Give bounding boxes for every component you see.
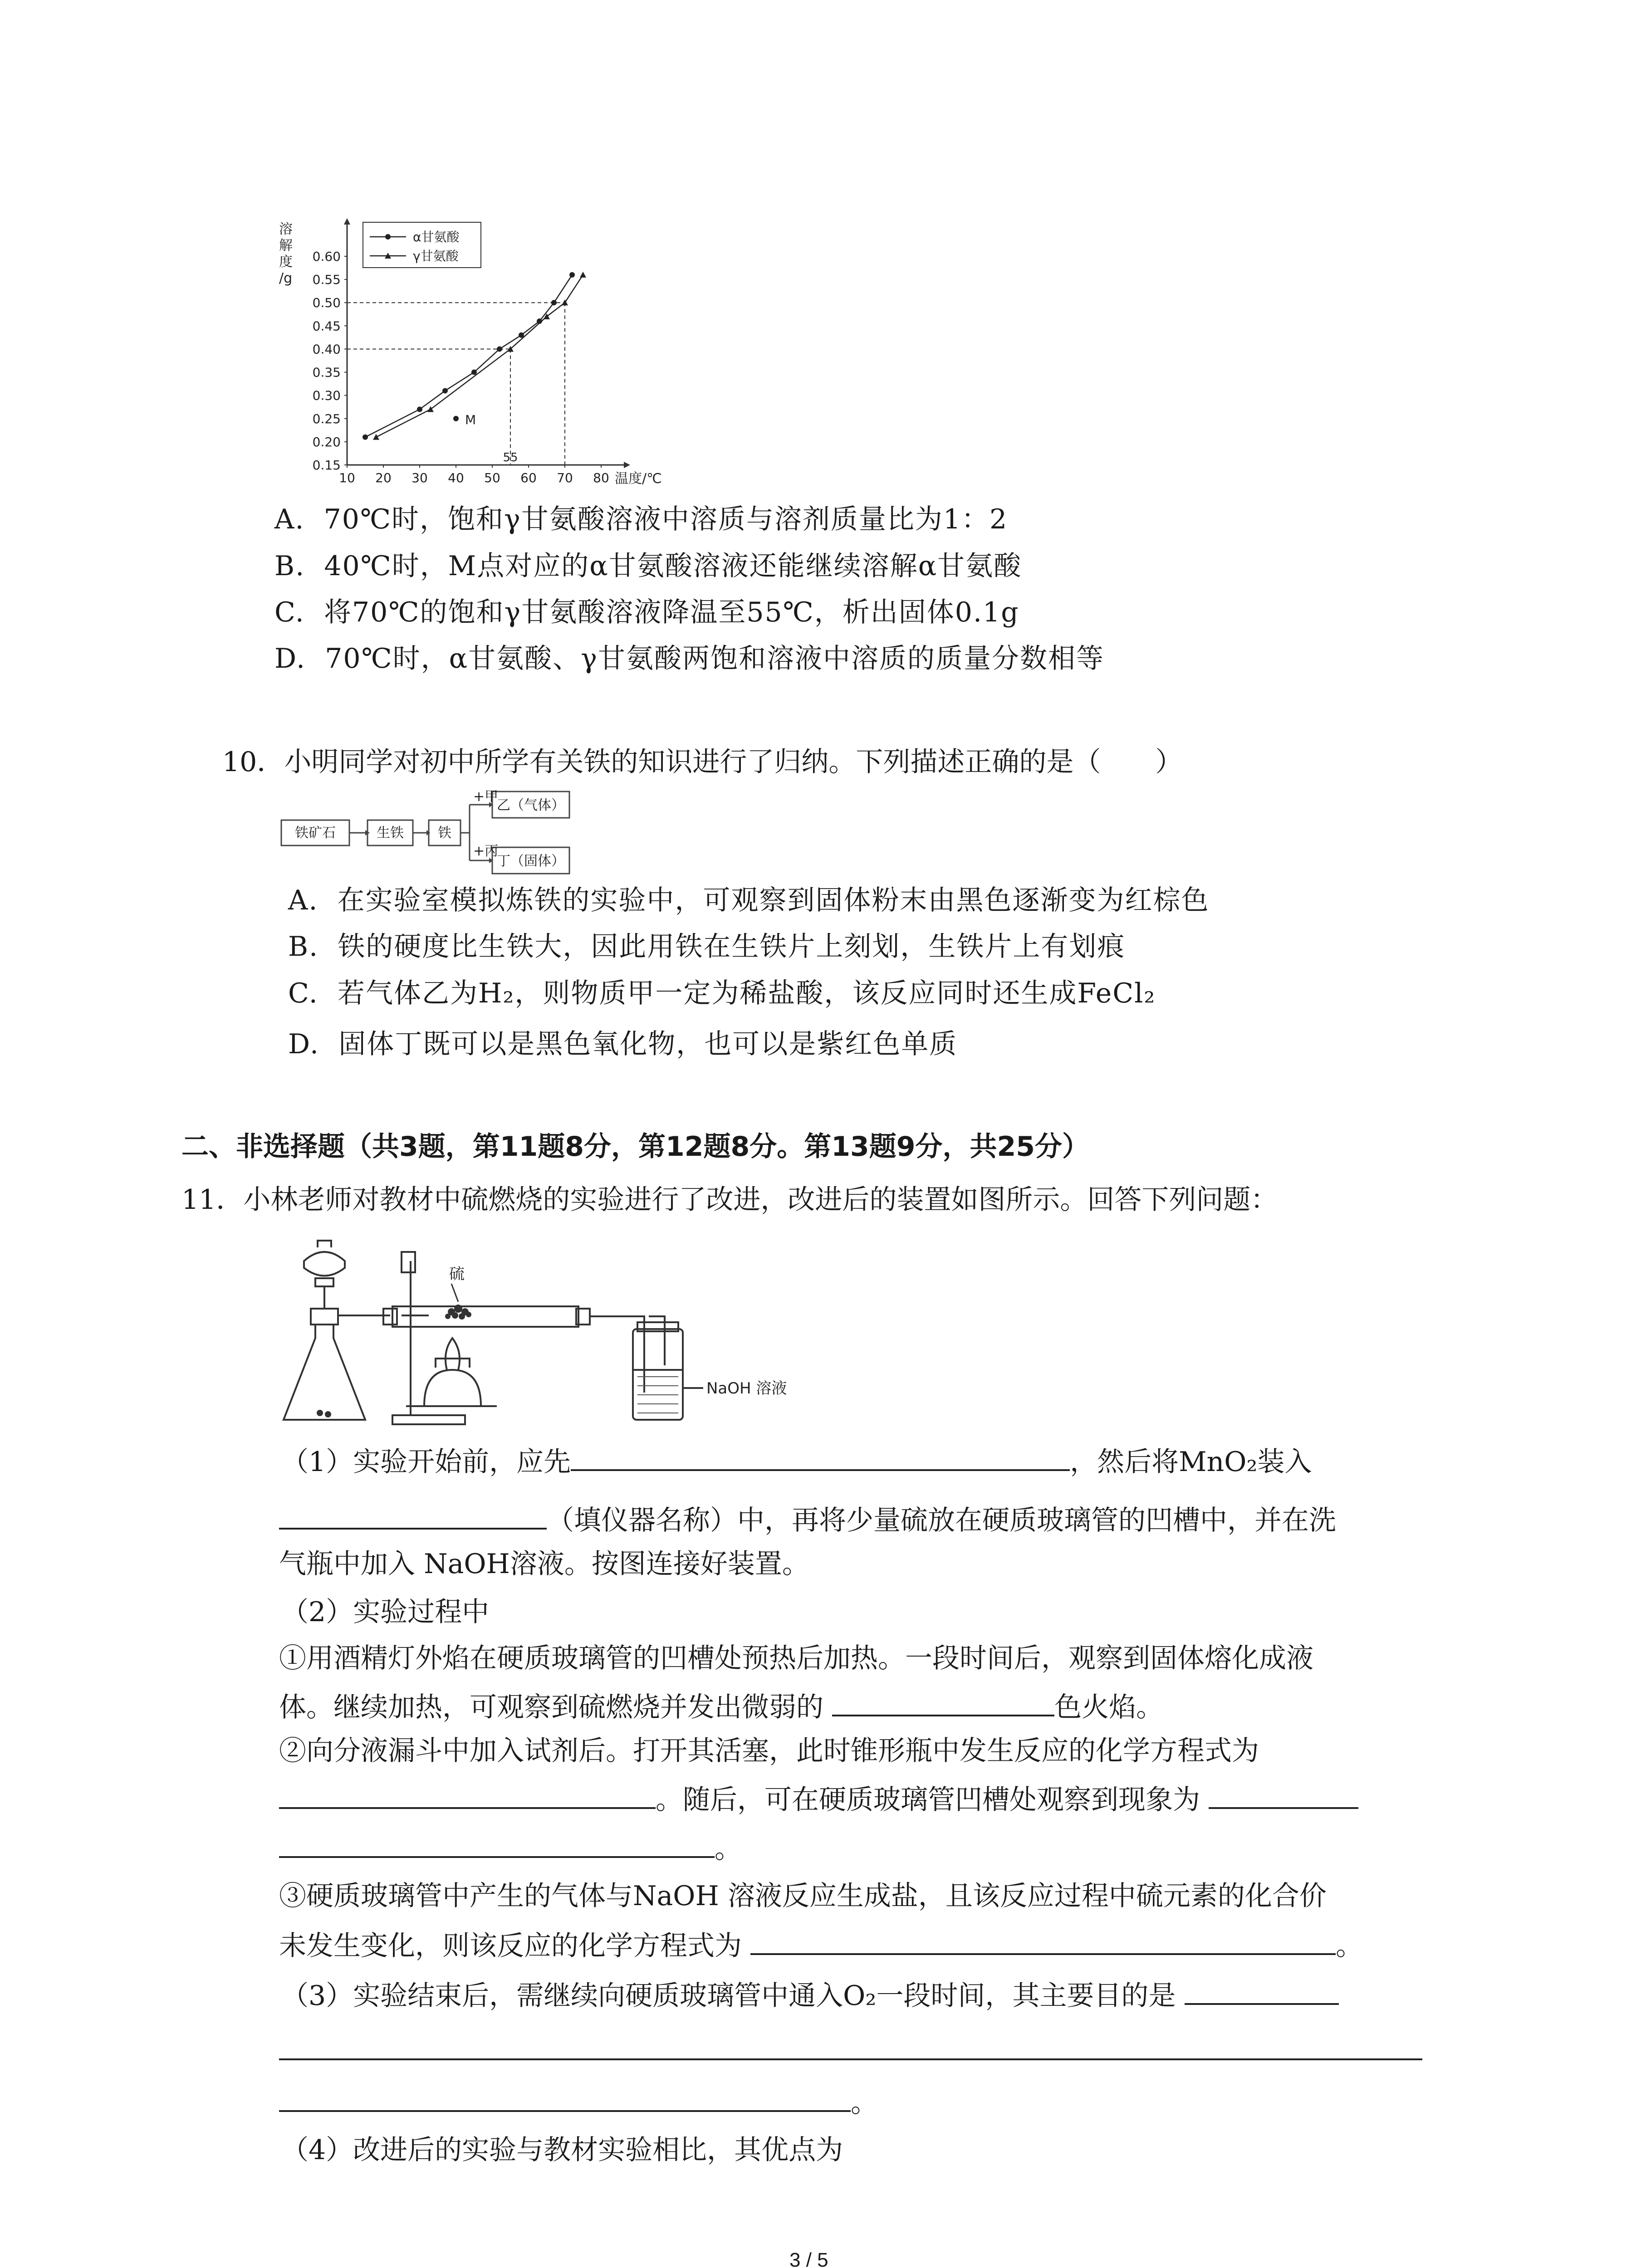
y-tick-label: 0.35	[312, 365, 341, 380]
y-tick-label: 0.55	[312, 272, 341, 288]
q11-part2-3-line2: 未发生变化，则该反应的化学方程式为 。	[279, 1925, 1363, 1964]
x-tick-label: 30	[411, 470, 428, 485]
q9-option-c: C. 将70℃的饱和γ甘氨酸溶液降温至55℃，析出固体0.1g	[274, 596, 1019, 628]
flow-gas-label: 乙（气体）	[497, 797, 565, 813]
q10-option-b: B. 铁的硬度比生铁大，因此用铁在生铁片上刻划，生铁片上有划痕	[288, 931, 1126, 963]
x-tick-label: 10	[339, 470, 355, 485]
x-tick-label: 20	[375, 470, 392, 485]
flow-iron-label: 铁	[438, 825, 451, 841]
series-line	[376, 275, 583, 437]
y-axis-arrow	[344, 218, 350, 225]
y-axis-label-part: 溶	[279, 221, 293, 237]
q11-part1-line1: （1）实验开始前，应先 ，然后将MnO₂装入	[281, 1441, 1312, 1480]
data-point	[569, 272, 575, 278]
m-point-label: M	[465, 412, 476, 427]
q11-part2-2-line3: 。	[279, 1828, 742, 1867]
q11-part2-1-line2: 体。继续加热，可观察到硫燃烧并发出微弱的 色火焰。	[279, 1686, 1163, 1725]
sulfur-label: 硫	[449, 1265, 465, 1283]
q10-option-a: A. 在实验室模拟炼铁的实验中，可观察到固体粉末由黑色逐渐变为红棕色	[288, 885, 1210, 916]
q11-part3-line1: （3）实验结束后，需继续向硬质玻璃管中通入O₂一段时间，其主要目的是	[281, 1975, 1339, 2014]
x-tick-label: 70	[557, 470, 573, 485]
sulfur-apparatus-diagram	[279, 1234, 796, 1433]
legend-marker	[385, 234, 391, 240]
y-tick-label: 0.20	[312, 434, 341, 450]
answer-blank-3[interactable]	[832, 1686, 1054, 1716]
data-point	[417, 406, 422, 412]
x-tick-label: 40	[448, 470, 464, 485]
naoh-solution-label: NaOH 溶液	[706, 1379, 787, 1398]
answer-blank-9[interactable]	[279, 2058, 1422, 2060]
x-tick-label: 60	[520, 470, 537, 485]
data-point	[580, 272, 586, 278]
q11-part2-2-line2: 。随后，可在硬质玻璃管凹槽处观察到现象为	[279, 1779, 1358, 1818]
flow-ore-label: 铁矿石	[295, 825, 336, 841]
y-tick-label: 0.50	[312, 295, 341, 311]
y-axis-label-part: 度	[279, 254, 293, 270]
data-point	[373, 434, 379, 440]
q10-option-d: D. 固体丁既可以是黑色氧化物，也可以是紫红色单质	[288, 1028, 958, 1060]
x-tick-label: 50	[484, 470, 500, 485]
q11-stem: 11．小林老师对教材中硫燃烧的实验进行了改进，改进后的装置如图所示。回答下列问题：	[181, 1184, 1278, 1216]
q11-part2-2-line1: ②向分液漏斗中加入试剂后。打开其活塞，此时锥形瓶中发生反应的化学方程式为	[279, 1735, 1259, 1767]
q11-part4: （4）改进后的实验与教材实验相比，其优点为	[281, 2134, 843, 2166]
iron-flow-diagram	[279, 789, 642, 875]
data-point	[471, 370, 477, 375]
x-axis-arrow	[624, 462, 630, 468]
page-number: 3 / 5	[789, 2249, 828, 2268]
q9-option-b: B. 40℃时，M点对应的α甘氨酸溶液还能继续溶解α甘氨酸	[274, 550, 1022, 582]
data-point	[562, 299, 568, 305]
legend-label: γ甘氨酸	[413, 249, 459, 264]
q11-part2-title: （2）实验过程中	[281, 1596, 490, 1628]
y-tick-label: 0.45	[312, 318, 341, 334]
answer-blank-4[interactable]	[279, 1779, 656, 1809]
x-axis-label: 温度/℃	[615, 471, 662, 487]
data-point	[362, 435, 368, 440]
flow-solid-label: 丁（固体）	[497, 853, 565, 869]
y-tick-label: 0.25	[312, 411, 341, 426]
q10-option-c: C. 若气体乙为H₂，则物质甲一定为稀盐酸，该反应同时还生成FeCl₂	[288, 978, 1156, 1009]
flow-plus-a-label: +甲	[473, 789, 499, 805]
section-heading: 二、非选择题（共3题，第11题8分，第12题8分。第13题9分，共25分）	[181, 1131, 1089, 1163]
legend-label: α甘氨酸	[413, 230, 460, 244]
q10-stem: 10．小明同学对初中所学有关铁的知识进行了归纳。下列描述正确的是（ ）	[222, 746, 1183, 778]
q9-option-a: A. 70℃时，饱和γ甘氨酸溶液中溶质与溶剂质量比为1：2	[274, 503, 1008, 535]
data-point	[497, 346, 502, 352]
answer-blank-2[interactable]	[279, 1500, 547, 1530]
y-tick-label: 0.40	[312, 342, 341, 357]
x-tick-label: 80	[593, 470, 609, 485]
answer-blank-6[interactable]	[279, 1828, 715, 1858]
q11-part2-3-line1: ③硬质玻璃管中产生的气体与NaOH 溶液反应生成盐，且该反应过程中硫元素的化合价	[279, 1880, 1327, 1912]
data-point	[442, 388, 448, 393]
answer-blank-5[interactable]	[1209, 1779, 1358, 1809]
flow-pig-iron-label: 生铁	[377, 825, 404, 841]
answer-blank-7[interactable]	[750, 1925, 1336, 1955]
q11-part3-line3: 。	[279, 2082, 878, 2121]
data-point	[551, 300, 557, 305]
answer-blank-8[interactable]	[1185, 1975, 1339, 2005]
q11-part1-line3: 气瓶中加入 NaOH溶液。按图连接好装置。	[279, 1548, 809, 1580]
q11-part1-line2: （填仪器名称）中，再将少量硫放在硬质玻璃管的凹槽中，并在洗	[279, 1500, 1336, 1539]
answer-blank-10[interactable]	[279, 2082, 851, 2112]
y-axis-label-part: /g	[279, 270, 293, 286]
y-tick-label: 0.60	[312, 249, 341, 264]
answer-blank-1[interactable]	[571, 1441, 1070, 1471]
x-extra-tick-label: 55	[503, 451, 518, 464]
m-point	[453, 416, 459, 421]
flow-plus-b-label: +丙	[473, 843, 499, 859]
q9-option-d: D. 70℃时，α甘氨酸、γ甘氨酸两饱和溶液中溶质的质量分数相等	[274, 643, 1105, 675]
y-tick-label: 0.30	[312, 388, 341, 403]
q11-part2-1-line1: ①用酒精灯外焰在硬质玻璃管的凹槽处预热后加热。一段时间后，观察到固体熔化成液	[279, 1642, 1313, 1674]
y-axis-label-part: 解	[279, 238, 293, 254]
y-tick-label: 0.15	[312, 458, 341, 473]
solubility-chart	[254, 213, 685, 513]
